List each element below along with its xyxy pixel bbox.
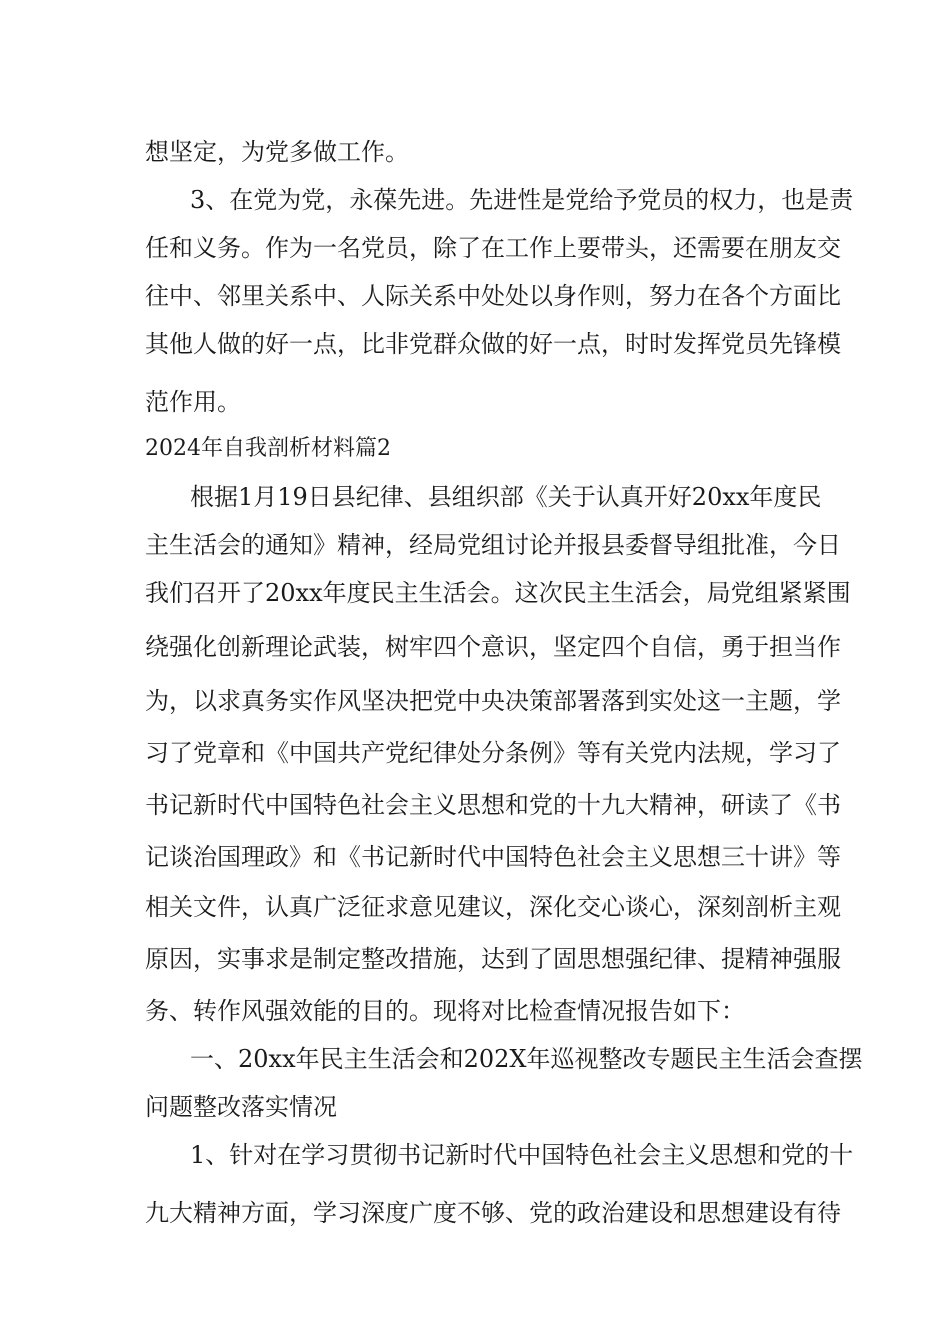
- text-line: 记谈治国理政》和《书记新时代中国特色社会主义思想三十讲》等: [145, 843, 841, 871]
- text-line: 3、在党为党，永葆先进。先进性是党给予党员的权力，也是责: [190, 186, 854, 214]
- text-line: 往中、邻里关系中、人际关系中处处以身作则，努力在各个方面比: [145, 282, 841, 310]
- text-line: 根据1月19日县纪律、县组织部《关于认真开好20xx年度民: [190, 483, 822, 511]
- text-line: 想坚定，为党多做工作。: [145, 138, 409, 166]
- text-line: 务、转作风强效能的目的。现将对比检查情况报告如下：: [145, 997, 745, 1025]
- text-line: 任和义务。作为一名党员，除了在工作上要带头，还需要在朋友交: [145, 234, 841, 262]
- text-line: 范作用。: [145, 388, 241, 416]
- text-line: 为，以求真务实作风坚决把党中央决策部署落到实处这一主题，学: [145, 687, 841, 715]
- text-line: 原因，实事求是制定整改措施，达到了固思想强纪律、提精神强服: [145, 945, 841, 973]
- text-line: 主生活会的通知》精神，经局党组讨论并报县委督导组批准，今日: [145, 531, 841, 559]
- text-line: 一、20xx年民主生活会和202X年巡视整改专题民主生活会查摆: [190, 1045, 863, 1073]
- text-line: 书记新时代中国特色社会主义思想和党的十九大精神，研读了《书: [145, 791, 841, 819]
- text-line: 相关文件，认真广泛征求意见建议，深化交心谈心，深刻剖析主观: [145, 893, 841, 921]
- text-line: 1、针对在学习贯彻书记新时代中国特色社会主义思想和党的十: [190, 1141, 854, 1169]
- text-line: 其他人做的好一点，比非党群众做的好一点，时时发挥党员先锋模: [145, 330, 841, 358]
- text-line: 习了党章和《中国共产党纪律处分条例》等有关党内法规，学习了: [145, 739, 841, 767]
- text-line: 绕强化创新理论武装，树牢四个意识，坚定四个自信，勇于担当作: [145, 633, 841, 661]
- text-line: 问题整改落实情况: [145, 1093, 337, 1121]
- text-line: 九大精神方面，学习深度广度不够、党的政治建设和思想建设有待: [145, 1199, 841, 1227]
- text-line: 我们召开了20xx年度民主生活会。这次民主生活会，局党组紧紧围: [145, 579, 851, 607]
- section-heading: 2024年自我剖析材料篇2: [145, 436, 391, 461]
